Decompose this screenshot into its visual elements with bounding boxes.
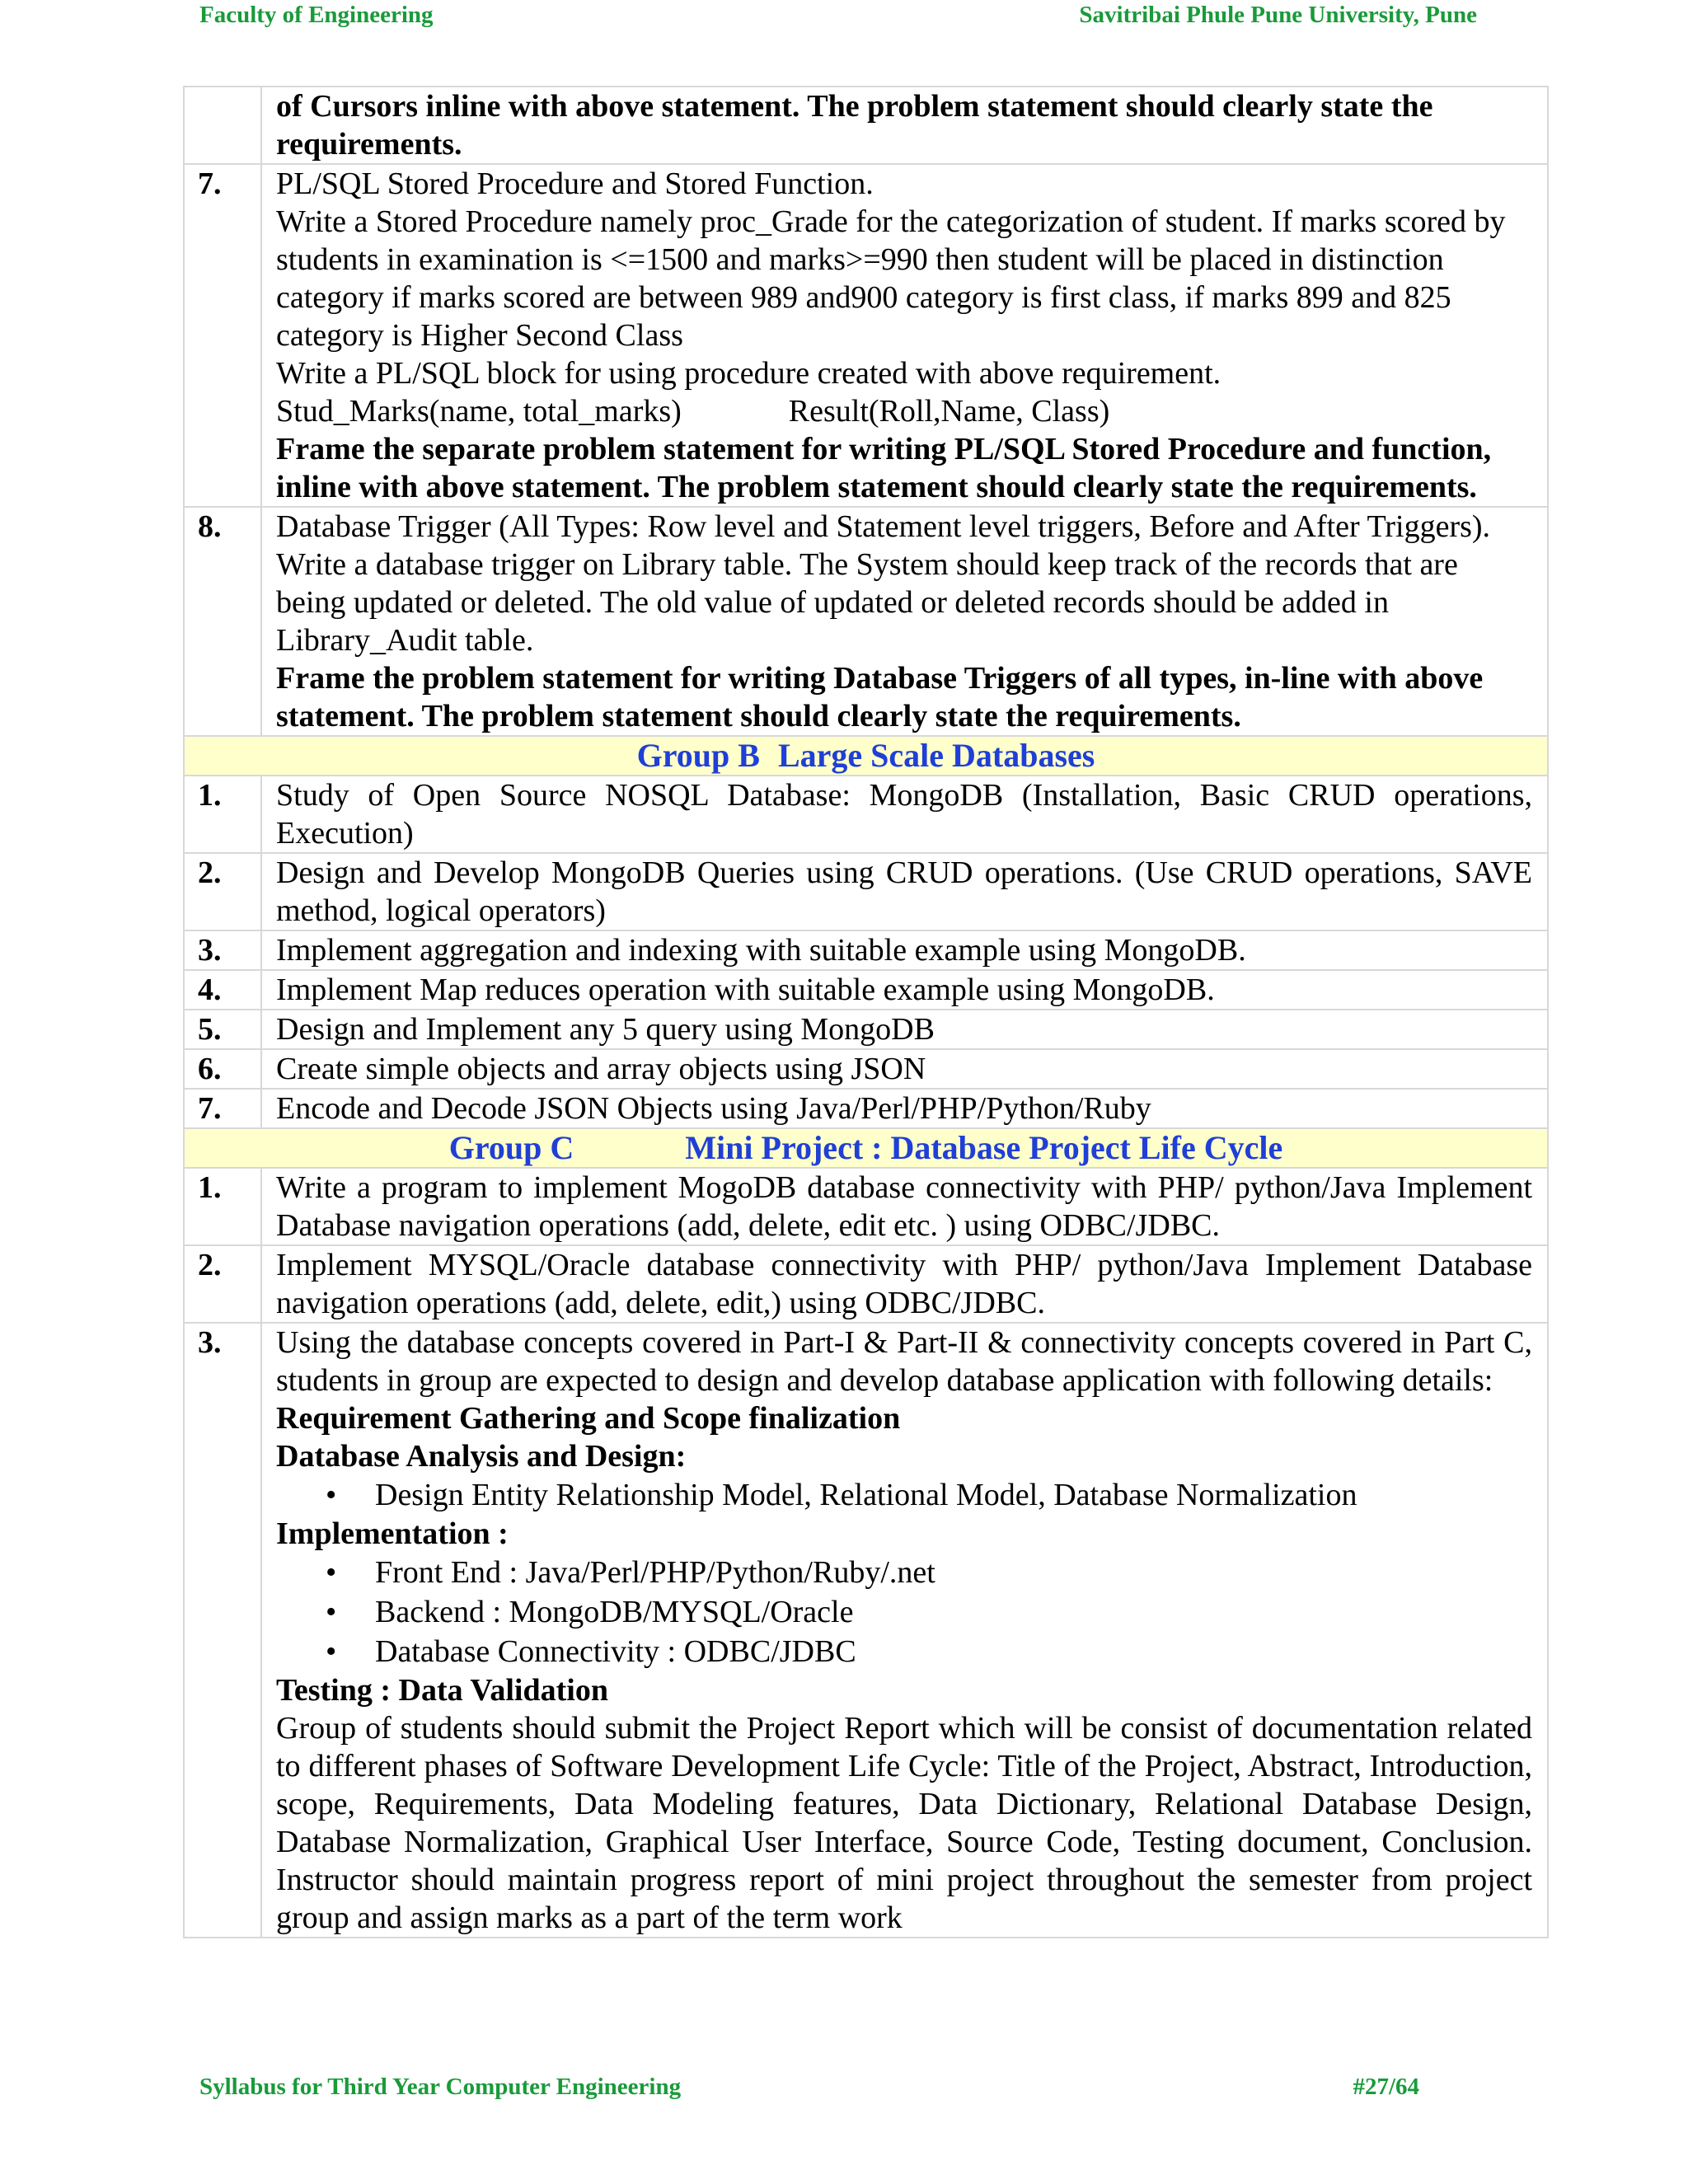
table-row: [184, 164, 1548, 507]
bullet-icon: •: [326, 1555, 337, 1590]
header-faculty: Faculty of Engineering: [199, 2, 434, 28]
list-item: • Database Connectivity : ODBC/JDBC: [375, 1632, 1532, 1671]
table-row: 1. Study of Open Source NOSQL Database: MongoDB (Installation, Basic CRUD operations, Execution): [184, 776, 1548, 853]
page-number: #27/64: [1353, 2074, 1419, 2100]
page-header: [199, 0, 1477, 33]
mini-project-details: Using the database concepts covered in Part-I & Part-II & connectivity concepts covered in Part C, students in group are expected to design and develop database application with following details: Requirement Gathering and Scope finalization Database Analysis and Design: • Design Entity Relationship Model, Relational Model, Database Normalization Implementation : • Front End : Java/Perl/PHP/Python/Ruby/.net • Backend : MongoDB/MYSQL/Oracle • Database Connectivity : ODBC/JDBC Testing : Data Validation Group of students should submit the Project Report which will be consist of documentation related to different phases of Software Development Life Cycle: Title of the Project, Abstract, Introduction, scope, Requirements, Data Modeling features, Data Dictionary, Relational Database Design, Database Normalization, Graphical User Interface, Source Code, Testing document, Conclusion. Instructor should maintain progress report of mini project throughout the semester from project group and assign marks as a part of the term work: [261, 1323, 1548, 1938]
bullet-icon: •: [326, 1478, 337, 1512]
footer-course: Syllabus for Third Year Computer Engineering: [199, 2074, 682, 2100]
page-footer: [199, 2074, 1419, 2107]
bullet-icon: •: [326, 1595, 337, 1629]
bullet-icon: •: [326, 1634, 337, 1669]
item-content: Database Trigger (All Types: Row level and Statement level triggers, Before and After Triggers). Write a database trigger on Library table. The System should keep track of the records that are being updated or deleted. The old value of updated or deleted records should be added in Library_Audit table. Frame the problem statement for writing Database Triggers of all types, in-line with above statement. The problem statement should clearly state the requirements.: [261, 507, 1548, 736]
item-number: 7.: [184, 164, 261, 507]
bullet-list: [276, 1475, 1532, 1515]
table-row: 4. Implement Map reduces operation with suitable example using MongoDB.: [184, 970, 1548, 1010]
table-row: [184, 507, 1548, 736]
table-row: 2. Design and Develop MongoDB Queries using CRUD operations. (Use CRUD operations, SAVE method, logical operators): [184, 853, 1548, 930]
header-university: Savitribai Phule Pune University, Pune: [1079, 2, 1477, 28]
bullet-list: [276, 1553, 1532, 1671]
table-row: 3. Using the database concepts covered in Part-I & Part-II & connectivity concepts covered in Part C, students in group are expected to design and develop database application with following details: Requirement Gathering and Scope finalization Database Analysis and Design: • Design Entity Relationship Model, Relational Model, Database Normalization Implementation : • Front End : Java/Perl/PHP/Python/Ruby/.net • Backend : MongoDB/MYSQL/Oracle • Database Connectivity : ODBC/JDBC Testing : Data Validation Group of students should submit the Project Report which will be consist of documentation related to different phases of Software Development Life Cycle: Title of the Project, Abstract, Introduction, scope, Requirements, Data Modeling features, Data Dictionary, Relational Database Design, Database Normalization, Graphical User Interface, Source Code, Testing document, Conclusion. Instructor should maintain progress report of mini project throughout the semester from project group and assign marks as a part of the term work: [184, 1323, 1548, 1938]
item-number: 8.: [184, 507, 261, 736]
group-c-heading: Group C Mini Project : Database Project Life Cycle: [184, 1128, 1548, 1168]
continuation-text: of Cursors inline with above statement. The problem statement should clearly state the requirements.: [261, 87, 1548, 164]
syllabus-table: [183, 86, 1549, 1938]
list-item: • Backend : MongoDB/MYSQL/Oracle: [375, 1592, 1532, 1632]
group-b-heading: Group B Large Scale Databases: [184, 736, 1548, 776]
table-row: 3. Implement aggregation and indexing with suitable example using MongoDB.: [184, 930, 1548, 970]
table-row: 6. Create simple objects and array objects using JSON: [184, 1049, 1548, 1089]
group-heading-row: [184, 1128, 1548, 1168]
item-content: PL/SQL Stored Procedure and Stored Function. Write a Stored Procedure namely proc_Grade for the categorization of student. If marks scored by students in examination is <=1500 and marks>=990 then student will be placed in distinction category if marks scored are between 989 and900 category is first class, if marks 899 and 825 category is Higher Second Class Write a PL/SQL block for using procedure created with above requirement. Stud_Marks(name, total_marks) Result(Roll,Name, Class) Frame the separate problem statement for writing PL/SQL Stored Procedure and function, inline with above statement. The problem statement should clearly state the requirements.: [261, 164, 1548, 507]
table-row: 5. Design and Implement any 5 query using MongoDB: [184, 1010, 1548, 1049]
table-row: [184, 87, 1548, 164]
group-heading-row: [184, 736, 1548, 776]
list-item: • Front End : Java/Perl/PHP/Python/Ruby/.net: [375, 1553, 1532, 1592]
list-item: • Design Entity Relationship Model, Relational Model, Database Normalization: [375, 1475, 1532, 1515]
table-row: 1. Write a program to implement MogoDB database connectivity with PHP/ python/Java Implement Database navigation operations (add, delete, edit etc. ) using ODBC/JDBC.: [184, 1168, 1548, 1245]
table-row: 7. Encode and Decode JSON Objects using Java/Perl/PHP/Python/Ruby: [184, 1089, 1548, 1128]
table-row: 2. Implement MYSQL/Oracle database connectivity with PHP/ python/Java Implement Database navigation operations (add, delete, edit,) using ODBC/JDBC.: [184, 1245, 1548, 1323]
